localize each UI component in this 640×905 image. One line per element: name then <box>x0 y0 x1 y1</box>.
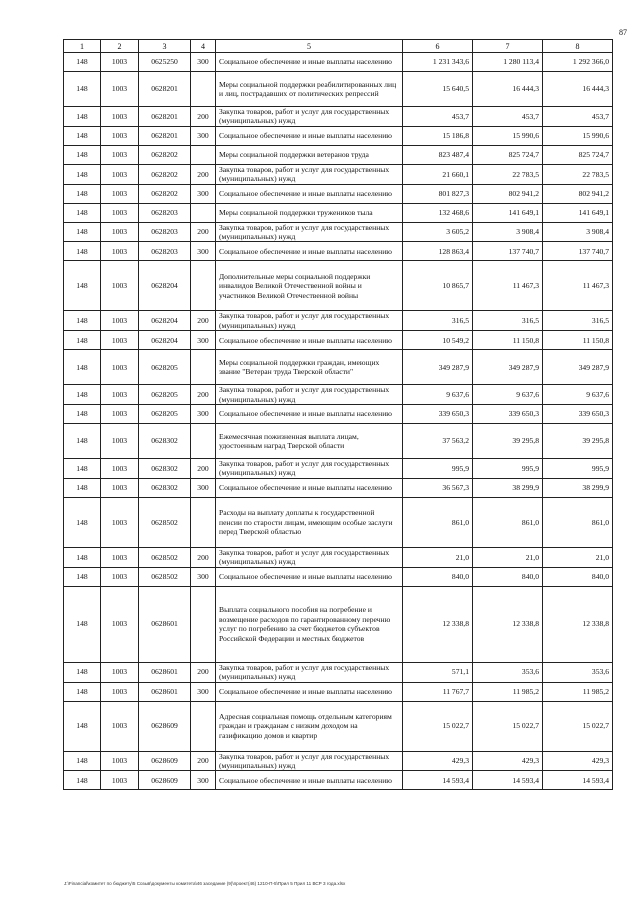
cell-target-article: 0628601 <box>139 682 191 701</box>
table-row <box>64 751 613 771</box>
table-row <box>64 242 613 261</box>
cell-amount-year-2: 12 338,8 <box>473 586 543 662</box>
cell-section-code: 1003 <box>101 222 139 242</box>
cell-section-code: 1003 <box>101 184 139 203</box>
cell-amount-year-3: 861,0 <box>543 497 613 547</box>
cell-amount-year-1: 15 640,5 <box>403 72 473 107</box>
cell-expense-type <box>191 350 216 385</box>
cell-admin-code: 148 <box>64 771 101 790</box>
cell-amount-year-2: 861,0 <box>473 497 543 547</box>
cell-name: Меры социальной поддержки реабилитированных лиц и лиц, пострадавших от политических репрессий <box>216 72 403 107</box>
table-row <box>64 497 613 547</box>
cell-section-code: 1003 <box>101 586 139 662</box>
cell-expense-type: 200 <box>191 107 216 127</box>
cell-amount-year-1: 10 865,7 <box>403 261 473 311</box>
cell-name: Социальное обеспечение и иные выплаты населению <box>216 682 403 701</box>
column-header: 2 <box>101 40 139 53</box>
cell-target-article: 0628205 <box>139 385 191 405</box>
cell-amount-year-1: 9 637,6 <box>403 385 473 405</box>
cell-section-code: 1003 <box>101 701 139 751</box>
cell-section-code: 1003 <box>101 72 139 107</box>
cell-amount-year-2: 9 637,6 <box>473 385 543 405</box>
cell-admin-code: 148 <box>64 547 101 567</box>
cell-amount-year-2: 14 593,4 <box>473 771 543 790</box>
cell-section-code: 1003 <box>101 459 139 479</box>
cell-name: Социальное обеспечение и иные выплаты населению <box>216 184 403 203</box>
cell-target-article: 0628203 <box>139 222 191 242</box>
cell-amount-year-2: 11 985,2 <box>473 682 543 701</box>
cell-target-article: 0628204 <box>139 261 191 311</box>
cell-amount-year-1: 10 549,2 <box>403 331 473 350</box>
column-header: 1 <box>64 40 101 53</box>
cell-section-code: 1003 <box>101 331 139 350</box>
cell-expense-type: 200 <box>191 311 216 331</box>
table-row <box>64 547 613 567</box>
cell-admin-code: 148 <box>64 72 101 107</box>
cell-name: Меры социальной поддержки ветеранов труда <box>216 145 403 164</box>
budget-table <box>63 39 613 790</box>
cell-expense-type: 200 <box>191 751 216 771</box>
cell-target-article: 0628205 <box>139 350 191 385</box>
cell-section-code: 1003 <box>101 350 139 385</box>
cell-amount-year-1: 1 231 343,6 <box>403 53 473 72</box>
cell-target-article: 0628202 <box>139 145 191 164</box>
cell-amount-year-2: 353,6 <box>473 662 543 682</box>
cell-amount-year-2: 22 783,5 <box>473 164 543 184</box>
cell-admin-code: 148 <box>64 751 101 771</box>
cell-name: Социальное обеспечение и иные выплаты населению <box>216 771 403 790</box>
cell-amount-year-1: 339 650,3 <box>403 405 473 424</box>
table-body <box>64 53 613 790</box>
cell-section-code: 1003 <box>101 662 139 682</box>
cell-amount-year-3: 802 941,2 <box>543 184 613 203</box>
cell-name: Меры социальной поддержки тружеников тыла <box>216 203 403 222</box>
cell-expense-type: 300 <box>191 126 216 145</box>
table-row <box>64 184 613 203</box>
cell-name: Расходы на выплату доплаты к государственной пенсии по старости лицам, имеющим особые заслуги перед Тверской областью <box>216 497 403 547</box>
cell-admin-code: 148 <box>64 261 101 311</box>
table-row <box>64 385 613 405</box>
cell-amount-year-3: 141 649,1 <box>543 203 613 222</box>
cell-name: Закупка товаров, работ и услуг для государственных (муниципальных) нужд <box>216 164 403 184</box>
cell-section-code: 1003 <box>101 242 139 261</box>
cell-amount-year-2: 141 649,1 <box>473 203 543 222</box>
cell-amount-year-2: 1 280 113,4 <box>473 53 543 72</box>
cell-expense-type: 300 <box>191 242 216 261</box>
cell-section-code: 1003 <box>101 107 139 127</box>
cell-admin-code: 148 <box>64 682 101 701</box>
cell-name: Закупка товаров, работ и услуг для государственных (муниципальных) нужд <box>216 222 403 242</box>
cell-expense-type: 300 <box>191 682 216 701</box>
cell-section-code: 1003 <box>101 126 139 145</box>
cell-amount-year-1: 801 827,3 <box>403 184 473 203</box>
cell-amount-year-2: 339 650,3 <box>473 405 543 424</box>
cell-section-code: 1003 <box>101 682 139 701</box>
table-row <box>64 311 613 331</box>
table-row <box>64 164 613 184</box>
cell-name: Социальное обеспечение и иные выплаты населению <box>216 242 403 261</box>
cell-expense-type: 300 <box>191 567 216 586</box>
file-path-footer: J:\Financial\комитет по бюджету\5 Созыв\документы комитета\46 заседание (9)\проект(46) 1210-П-5\Прил 5 Прил 11 ВСР 3 года.xlsx <box>64 881 346 886</box>
column-header: 8 <box>543 40 613 53</box>
cell-amount-year-3: 316,5 <box>543 311 613 331</box>
table-row <box>64 682 613 701</box>
cell-target-article: 0628502 <box>139 497 191 547</box>
cell-amount-year-3: 1 292 366,0 <box>543 53 613 72</box>
cell-expense-type <box>191 72 216 107</box>
table-row <box>64 662 613 682</box>
column-header: 3 <box>139 40 191 53</box>
cell-amount-year-1: 861,0 <box>403 497 473 547</box>
cell-amount-year-1: 429,3 <box>403 751 473 771</box>
cell-name: Ежемесячная пожизненная выплата лицам, удостоенным наград Тверской области <box>216 424 403 459</box>
cell-name: Социальное обеспечение и иные выплаты населению <box>216 53 403 72</box>
cell-target-article: 0628204 <box>139 331 191 350</box>
cell-name: Социальное обеспечение и иные выплаты населению <box>216 126 403 145</box>
cell-amount-year-2: 11 150,8 <box>473 331 543 350</box>
cell-target-article: 0628502 <box>139 567 191 586</box>
table-row <box>64 203 613 222</box>
cell-name: Закупка товаров, работ и услуг для государственных (муниципальных) нужд <box>216 547 403 567</box>
cell-admin-code: 148 <box>64 107 101 127</box>
cell-amount-year-3: 11 150,8 <box>543 331 613 350</box>
cell-expense-type: 300 <box>191 478 216 497</box>
cell-target-article: 0628201 <box>139 107 191 127</box>
cell-expense-type <box>191 424 216 459</box>
cell-amount-year-3: 11 467,3 <box>543 261 613 311</box>
cell-section-code: 1003 <box>101 497 139 547</box>
cell-expense-type: 200 <box>191 385 216 405</box>
table-row <box>64 771 613 790</box>
cell-section-code: 1003 <box>101 261 139 311</box>
cell-amount-year-1: 995,9 <box>403 459 473 479</box>
cell-admin-code: 148 <box>64 126 101 145</box>
cell-target-article: 0628302 <box>139 424 191 459</box>
cell-amount-year-3: 16 444,3 <box>543 72 613 107</box>
cell-admin-code: 148 <box>64 331 101 350</box>
cell-amount-year-3: 353,6 <box>543 662 613 682</box>
cell-amount-year-1: 21 660,1 <box>403 164 473 184</box>
cell-name: Социальное обеспечение и иные выплаты населению <box>216 567 403 586</box>
cell-amount-year-3: 453,7 <box>543 107 613 127</box>
table-row <box>64 701 613 751</box>
cell-amount-year-2: 995,9 <box>473 459 543 479</box>
cell-admin-code: 148 <box>64 242 101 261</box>
cell-admin-code: 148 <box>64 222 101 242</box>
cell-section-code: 1003 <box>101 164 139 184</box>
column-header: 6 <box>403 40 473 53</box>
cell-amount-year-1: 316,5 <box>403 311 473 331</box>
cell-admin-code: 148 <box>64 567 101 586</box>
cell-amount-year-2: 840,0 <box>473 567 543 586</box>
cell-target-article: 0628205 <box>139 405 191 424</box>
cell-expense-type: 200 <box>191 459 216 479</box>
cell-admin-code: 148 <box>64 459 101 479</box>
cell-section-code: 1003 <box>101 567 139 586</box>
cell-amount-year-3: 15 022,7 <box>543 701 613 751</box>
cell-amount-year-1: 823 487,4 <box>403 145 473 164</box>
cell-section-code: 1003 <box>101 385 139 405</box>
cell-amount-year-1: 3 605,2 <box>403 222 473 242</box>
cell-amount-year-2: 11 467,3 <box>473 261 543 311</box>
cell-amount-year-2: 3 908,4 <box>473 222 543 242</box>
column-header: 5 <box>216 40 403 53</box>
cell-target-article: 0628609 <box>139 771 191 790</box>
cell-amount-year-2: 802 941,2 <box>473 184 543 203</box>
cell-section-code: 1003 <box>101 405 139 424</box>
cell-expense-type: 300 <box>191 331 216 350</box>
cell-name: Закупка товаров, работ и услуг для государственных (муниципальных) нужд <box>216 385 403 405</box>
cell-target-article: 0628203 <box>139 242 191 261</box>
page-number: 87 <box>619 28 627 37</box>
cell-admin-code: 148 <box>64 662 101 682</box>
table-row <box>64 586 613 662</box>
cell-admin-code: 148 <box>64 497 101 547</box>
cell-amount-year-3: 995,9 <box>543 459 613 479</box>
cell-admin-code: 148 <box>64 184 101 203</box>
cell-amount-year-3: 38 299,9 <box>543 478 613 497</box>
cell-amount-year-3: 12 338,8 <box>543 586 613 662</box>
cell-admin-code: 148 <box>64 405 101 424</box>
cell-amount-year-2: 38 299,9 <box>473 478 543 497</box>
cell-admin-code: 148 <box>64 424 101 459</box>
table-row <box>64 478 613 497</box>
cell-expense-type: 300 <box>191 184 216 203</box>
table-row <box>64 72 613 107</box>
cell-amount-year-2: 429,3 <box>473 751 543 771</box>
cell-target-article: 0628201 <box>139 72 191 107</box>
cell-amount-year-1: 14 593,4 <box>403 771 473 790</box>
cell-target-article: 0628609 <box>139 701 191 751</box>
cell-amount-year-1: 21,0 <box>403 547 473 567</box>
cell-amount-year-3: 21,0 <box>543 547 613 567</box>
cell-amount-year-2: 15 022,7 <box>473 701 543 751</box>
cell-amount-year-1: 132 468,6 <box>403 203 473 222</box>
table-row <box>64 331 613 350</box>
cell-target-article: 0628502 <box>139 547 191 567</box>
cell-amount-year-1: 37 563,2 <box>403 424 473 459</box>
cell-section-code: 1003 <box>101 478 139 497</box>
cell-amount-year-3: 349 287,9 <box>543 350 613 385</box>
cell-amount-year-2: 316,5 <box>473 311 543 331</box>
cell-section-code: 1003 <box>101 203 139 222</box>
table-row <box>64 405 613 424</box>
cell-target-article: 0628202 <box>139 184 191 203</box>
cell-expense-type <box>191 203 216 222</box>
table-row <box>64 126 613 145</box>
cell-amount-year-1: 36 567,3 <box>403 478 473 497</box>
cell-section-code: 1003 <box>101 751 139 771</box>
cell-admin-code: 148 <box>64 203 101 222</box>
cell-expense-type <box>191 497 216 547</box>
table-row <box>64 53 613 72</box>
cell-amount-year-3: 14 593,4 <box>543 771 613 790</box>
cell-admin-code: 148 <box>64 385 101 405</box>
header-row <box>64 40 613 53</box>
cell-name: Закупка товаров, работ и услуг для государственных (муниципальных) нужд <box>216 662 403 682</box>
cell-expense-type: 300 <box>191 53 216 72</box>
cell-section-code: 1003 <box>101 311 139 331</box>
cell-amount-year-2: 15 990,6 <box>473 126 543 145</box>
cell-amount-year-3: 825 724,7 <box>543 145 613 164</box>
cell-admin-code: 148 <box>64 311 101 331</box>
table-row <box>64 350 613 385</box>
cell-expense-type <box>191 145 216 164</box>
table-row <box>64 567 613 586</box>
cell-amount-year-3: 39 295,8 <box>543 424 613 459</box>
cell-target-article: 0625250 <box>139 53 191 72</box>
cell-expense-type: 200 <box>191 164 216 184</box>
cell-amount-year-3: 11 985,2 <box>543 682 613 701</box>
cell-amount-year-1: 11 767,7 <box>403 682 473 701</box>
cell-target-article: 0628202 <box>139 164 191 184</box>
cell-admin-code: 148 <box>64 478 101 497</box>
cell-admin-code: 148 <box>64 586 101 662</box>
cell-admin-code: 148 <box>64 145 101 164</box>
cell-name: Выплата социального пособия на погребение и возмещение расходов по гарантированному перечню услуг по погребению за счет бюджетов субъектов Российской Федерации и местных бюджетов <box>216 586 403 662</box>
cell-amount-year-2: 825 724,7 <box>473 145 543 164</box>
cell-expense-type: 300 <box>191 771 216 790</box>
cell-expense-type <box>191 261 216 311</box>
cell-admin-code: 148 <box>64 53 101 72</box>
cell-amount-year-1: 12 338,8 <box>403 586 473 662</box>
cell-amount-year-1: 128 863,4 <box>403 242 473 261</box>
cell-name: Закупка товаров, работ и услуг для государственных (муниципальных) нужд <box>216 311 403 331</box>
cell-name: Социальное обеспечение и иные выплаты населению <box>216 405 403 424</box>
cell-name: Меры социальной поддержки граждан, имеющих звание "Ветеран труда Тверской области" <box>216 350 403 385</box>
cell-target-article: 0628302 <box>139 478 191 497</box>
cell-amount-year-1: 840,0 <box>403 567 473 586</box>
cell-amount-year-1: 349 287,9 <box>403 350 473 385</box>
table-row <box>64 107 613 127</box>
table-row <box>64 424 613 459</box>
cell-target-article: 0628601 <box>139 662 191 682</box>
cell-section-code: 1003 <box>101 547 139 567</box>
cell-amount-year-3: 339 650,3 <box>543 405 613 424</box>
table-row <box>64 459 613 479</box>
cell-amount-year-2: 349 287,9 <box>473 350 543 385</box>
cell-amount-year-2: 39 295,8 <box>473 424 543 459</box>
cell-amount-year-3: 429,3 <box>543 751 613 771</box>
cell-amount-year-1: 571,1 <box>403 662 473 682</box>
cell-name: Закупка товаров, работ и услуг для государственных (муниципальных) нужд <box>216 751 403 771</box>
cell-expense-type <box>191 586 216 662</box>
cell-section-code: 1003 <box>101 424 139 459</box>
cell-admin-code: 148 <box>64 164 101 184</box>
cell-section-code: 1003 <box>101 53 139 72</box>
cell-name: Закупка товаров, работ и услуг для государственных (муниципальных) нужд <box>216 459 403 479</box>
cell-expense-type: 300 <box>191 405 216 424</box>
cell-amount-year-3: 22 783,5 <box>543 164 613 184</box>
cell-section-code: 1003 <box>101 145 139 164</box>
cell-amount-year-2: 21,0 <box>473 547 543 567</box>
table-row <box>64 222 613 242</box>
cell-amount-year-3: 15 990,6 <box>543 126 613 145</box>
cell-name: Социальное обеспечение и иные выплаты населению <box>216 478 403 497</box>
cell-amount-year-1: 15 186,8 <box>403 126 473 145</box>
cell-amount-year-2: 137 740,7 <box>473 242 543 261</box>
cell-name: Социальное обеспечение и иные выплаты населению <box>216 331 403 350</box>
column-header: 7 <box>473 40 543 53</box>
cell-expense-type: 200 <box>191 547 216 567</box>
cell-expense-type: 200 <box>191 662 216 682</box>
cell-amount-year-3: 840,0 <box>543 567 613 586</box>
cell-name: Дополнительные меры социальной поддержки инвалидов Великой Отечественной войны и участников Великой Отечественной войны <box>216 261 403 311</box>
cell-target-article: 0628601 <box>139 586 191 662</box>
cell-amount-year-1: 453,7 <box>403 107 473 127</box>
cell-target-article: 0628204 <box>139 311 191 331</box>
column-header: 4 <box>191 40 216 53</box>
cell-amount-year-3: 3 908,4 <box>543 222 613 242</box>
cell-admin-code: 148 <box>64 350 101 385</box>
cell-amount-year-2: 453,7 <box>473 107 543 127</box>
cell-target-article: 0628302 <box>139 459 191 479</box>
cell-amount-year-1: 15 022,7 <box>403 701 473 751</box>
table-row <box>64 145 613 164</box>
table-row <box>64 261 613 311</box>
cell-amount-year-3: 137 740,7 <box>543 242 613 261</box>
cell-target-article: 0628609 <box>139 751 191 771</box>
cell-amount-year-2: 16 444,3 <box>473 72 543 107</box>
cell-amount-year-3: 9 637,6 <box>543 385 613 405</box>
cell-target-article: 0628203 <box>139 203 191 222</box>
cell-expense-type <box>191 701 216 751</box>
cell-admin-code: 148 <box>64 701 101 751</box>
cell-target-article: 0628201 <box>139 126 191 145</box>
cell-name: Адресная социальная помощь отдельным категориям граждан и гражданам с низким доходом на газификацию домов и квартир <box>216 701 403 751</box>
cell-name: Закупка товаров, работ и услуг для государственных (муниципальных) нужд <box>216 107 403 127</box>
cell-section-code: 1003 <box>101 771 139 790</box>
cell-expense-type: 200 <box>191 222 216 242</box>
